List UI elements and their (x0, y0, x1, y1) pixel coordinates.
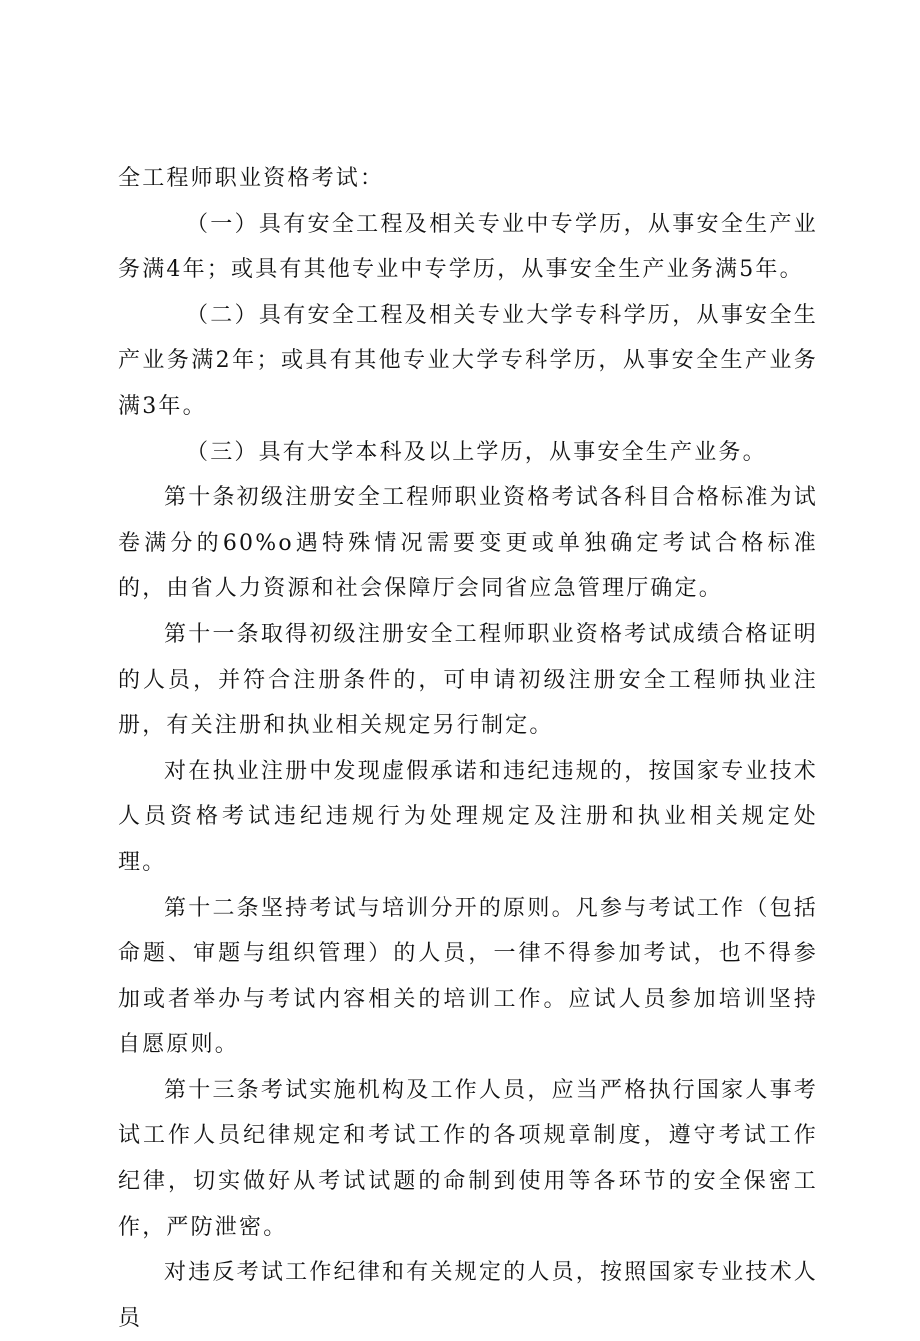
paragraph-item-3: （三）具有大学本科及以上学历，从事安全生产业务。 (186, 439, 767, 465)
paragraph-article-13: 第十三条考试实施机构及工作人员，应当严格执行国家人事考试工作人员纪律规定和考试工作的各项规章制度，遵守考试工作纪律，切实做好从考试试题的命制到使用等各环节的安全保密工作，严防泄密。 (118, 1077, 818, 1240)
paragraph-discipline: 对违反考试工作纪律和有关规定的人员，按照国家专业技术人员 (118, 1260, 818, 1331)
paragraph-article-10: 第十条初级注册安全工程师职业资格考试各科目合格标准为试卷满分的60%o遇特殊情况需要变更或单独确定考试合格标准的，由省人力资源和社会保障厅会同省应急管理厅确定。 (118, 485, 818, 602)
paragraph-item-2: （二）具有安全工程及相关专业大学专科学历，从事安全生产业务满2年；或具有其他专业大学专科学历，从事安全生产业务满3年。 (118, 302, 818, 419)
paragraph-violation-handling: 对在执业注册中发现虚假承诺和违纪违规的，按国家专业技术人员资格考试违纪违规行为处理规定及注册和执业相关规定处理。 (118, 758, 818, 875)
paragraph-article-11: 第十一条取得初级注册安全工程师职业资格考试成绩合格证明的人员，并符合注册条件的，可申请初级注册安全工程师执业注册，有关注册和执业相关规定另行制定。 (118, 621, 818, 739)
document-body (118, 156, 818, 1341)
paragraph-continuation: 全工程师职业资格考试： (118, 166, 385, 191)
paragraph-article-12: 第十二条坚持考试与培训分开的原则。凡参与考试工作（包括命题、审题与组织管理）的人员，一律不得参加考试，也不得参加或者举办与考试内容相关的培训工作。应试人员参加培训坚持自愿原则。 (118, 895, 818, 1058)
paragraph-item-1: （一）具有安全工程及相关专业中专学历，从事安全生产业务满4年；或具有其他专业中专学历，从事安全生产业务满5年。 (118, 211, 818, 283)
